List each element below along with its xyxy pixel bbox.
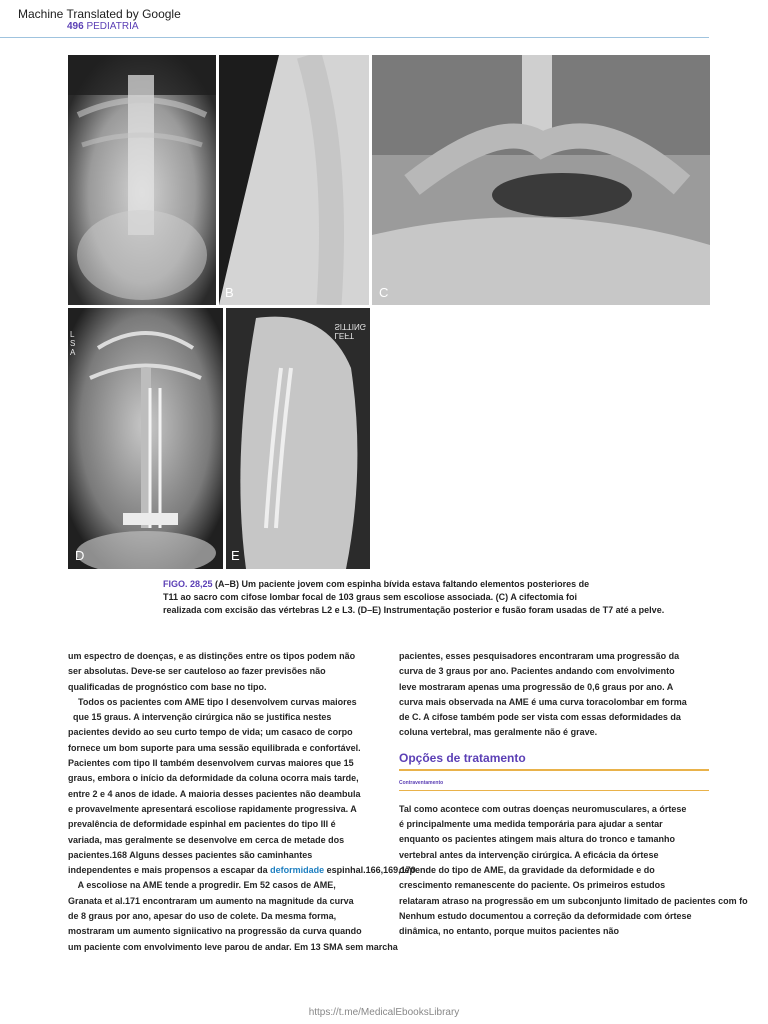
text-line: prevalência de deformidade espinhal em pacientes do tipo III é [68,819,336,830]
text-line: graus, embora o início da deformidade da coluna ocorra mais tarde, [68,773,359,784]
caption-line: realizada com excisão das vértebras L2 e L3. (D–E) Instrumentação posterior e fusão foram usadas de T7 até a pelve. [163,605,665,615]
xray-image-a [68,55,216,305]
caption-figure-label: FIGO. 28,25 [163,579,213,589]
text-line: mostraram um aumento signiicativo na progressão da curva quando [68,926,362,937]
text-line: um paciente com envolvimento leve parou de andar. Em 13 SMA sem marcha [68,941,398,952]
right-text-column [399,649,768,939]
figure-caption [163,578,723,617]
xray-panel-c [372,55,710,305]
xray-tag-d: L S A [70,330,76,357]
text-line: curva de 3 graus por ano. Pacientes andando com envolvimento [399,666,675,677]
xray-image-e [226,308,370,569]
text-line: qualificadas de prognóstico com base no tipo. [68,681,267,692]
panel-label-e: E [231,548,240,563]
text-line: pacientes, esses pesquisadores encontraram uma progressão da [399,651,680,661]
text-line: variada, mas geralmente se desenvolve em cerca de metade dos [68,834,345,845]
text-line: coluna vertebral, mas geralmente não é grave. [399,727,598,738]
xray-panel-b [219,55,369,305]
text-line: A escoliose na AME tende a progredir. Em 52 casos de AME, [68,880,336,891]
text-line: pacientes.168 Alguns desses pacientes são caminhantes [68,849,313,860]
text-line: vertebral antes da intervenção cirúrgica. A eficácia da órtese [399,849,659,860]
text-line: é principalmente uma medida temporária para ajudar a sentar [399,819,663,830]
subsection-heading: Contraventamento [399,779,444,786]
text-line: e provavelmente apresentará escoliose rapidamente progressiva. A [68,803,357,814]
text-line: Todos os pacientes com AME tipo I desenvolvem curvas maiores [68,696,357,707]
text-line: fornece um bom suporte para uma sessão equilibrada e confortável. [68,742,361,753]
text-line: independentes e mais propensos a escapar da deformidade espinhal.166,169,170 [68,865,416,876]
text-line: Tal como acontece com outras doenças neuromusculares, a órtese [399,803,687,814]
panel-label-c: C [379,285,389,300]
text-line: pacientes devido ao seu curto tempo de vida; um casaco de corpo [68,727,353,738]
header-divider [0,37,709,38]
xray-image-b [219,55,369,305]
xray-tag-e: LEFT SITTING [334,322,366,340]
section-heading: Opções de tratamento [399,750,526,765]
text-line: crescimento remanescente do paciente. Os primeiros estudos [399,880,666,891]
text-line: que 15 graus. A intervenção cirúrgica não se justifica nestes [68,712,332,723]
xray-panel-a [68,55,216,305]
text-line: curva mais observada na AME é uma curva toracolombar em forma [399,696,687,707]
caption-line: T11 ao sacro com cifose lombar focal de 103 graus sem escoliose associada. (C) A cifectomia foi [163,592,577,602]
xray-panel-d [68,308,223,569]
text-line: depende do tipo de AME, da gravidade da deformidade e do [399,864,655,875]
text-line: leve mostraram apenas uma progressão de 0,6 graus por ano. A [399,681,674,692]
machine-translated-label: Machine Translated by Google [18,7,181,21]
text-line: relataram atraso na progressão em um subconjunto limitado de pacientes com fo [399,895,748,906]
text-line: ser absolutas. Deve-se ser cauteloso ao fazer previsões não [68,666,326,677]
panel-label-d: D [75,548,85,563]
surgical-photo-c [372,55,710,305]
text-line: um espectro de doenças, e as distinções entre os tipos podem não [68,651,356,661]
xray-panel-e [226,308,370,569]
panel-label-b: B [225,285,234,300]
section-name: PEDIATRIA [86,21,139,32]
subsection-divider [399,790,709,791]
footer-link[interactable]: https://t.me/MedicalEbooksLibrary [308,1007,460,1018]
deformidade-link[interactable]: deformidade [270,865,325,876]
page-number: 496 [67,21,84,32]
text-line: Pacientes com tipo II também desenvolvem curvas maiores que 15 [68,758,354,769]
text-line: dinâmica, no entanto, porque muitos pacientes não [399,926,620,937]
text-line: entre 2 e 4 anos de idade. A maioria desses pacientes não deambula [68,788,361,799]
text-line: Granata et al.171 encontraram um aumento na magnitude da curva [68,895,354,906]
text-line: Nenhum estudo documentou a correção da deformidade com órtese [399,910,692,921]
text-line: enquanto os pacientes atingem mais altura do tronco e tamanho [399,834,676,845]
caption-line: FIGO. 28,25 (A–B) Um paciente jovem com espinha bívida estava faltando elementos posteriores de [163,579,590,589]
text-line: de 8 graus por ano, apesar do uso de colete. Da mesma forma, [68,911,337,922]
section-divider [399,769,709,771]
xray-image-d [68,308,223,569]
page-header [67,21,139,32]
left-text-column [68,649,416,955]
text-line: de C. A cifose também pode ser vista com essas deformidades da [399,712,681,723]
